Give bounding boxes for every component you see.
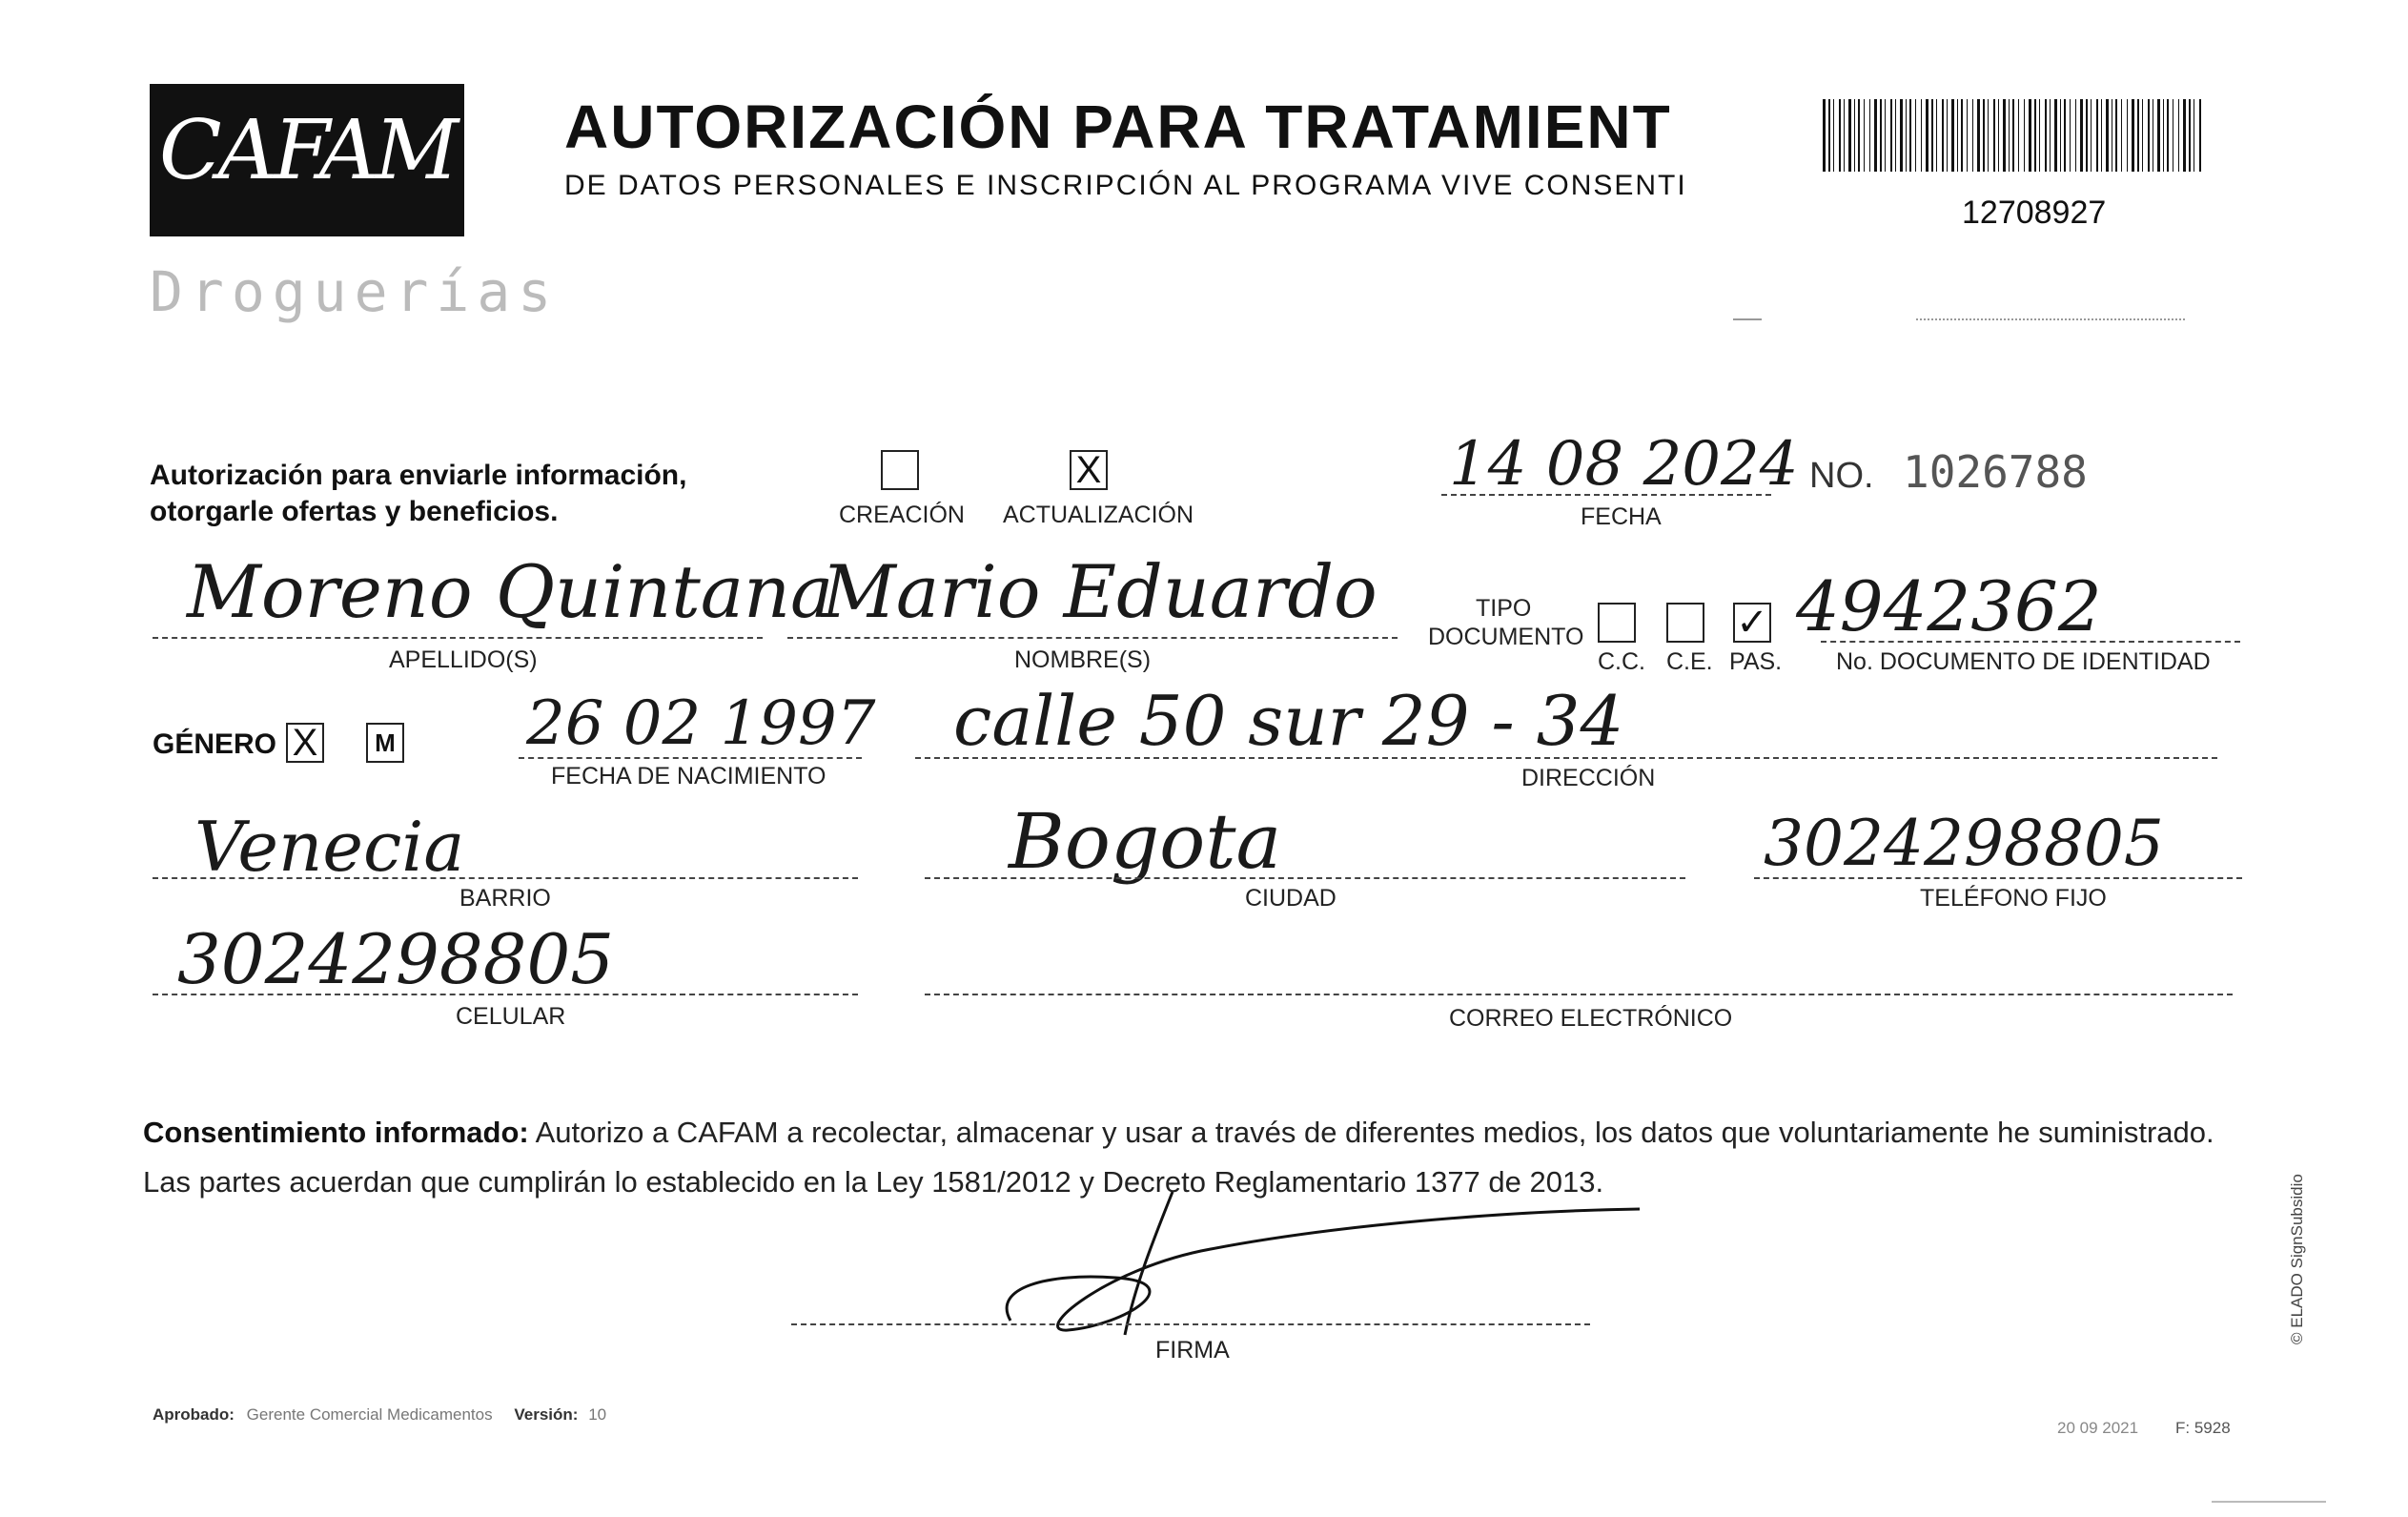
barcode-bar [2060,99,2061,172]
apellido-label: APELLIDO(S) [389,646,538,673]
direccion-value: calle 50 sur 29 - 34 [953,681,1624,761]
nombre-line [787,637,1398,639]
barcode-bar [1839,99,1841,172]
telefono-value: 3024298805 [1764,807,2164,880]
form-title: AUTORIZACIÓN PARA TRATAMIENT [564,92,1672,161]
barcode-bar [1993,99,1995,172]
creacion-label: CREACIÓN [839,502,965,528]
drogueria-label: Droguerías [150,259,560,324]
celular-line [153,994,858,995]
barcode-bar [2183,99,2186,172]
barcode-bar [2091,99,2092,172]
pas-label: PAS. [1729,648,1783,675]
barcode-bar [1900,99,1903,172]
fecha-line [1441,494,1771,496]
barcode-bar [1942,99,1944,172]
barcode-bar [1874,99,1877,172]
ce-checkbox[interactable] [1666,603,1704,643]
pas-checkbox[interactable]: ✓ [1733,603,1771,643]
footer-aprobado [153,1405,606,1425]
barcode-bar [1931,99,1933,172]
barcode-bar [1885,99,1886,172]
barcode-bar [1921,99,1922,172]
barcode-bar [2157,99,2160,172]
barcode-bar [2148,99,2150,172]
creacion-checkbox[interactable] [881,450,919,490]
barcode-bar [1936,99,1937,172]
side-text: © ELADO SignSubsidio [2288,1174,2306,1344]
barcode-bar [1833,99,1834,172]
barcode [1823,99,2202,172]
barcode-bar [1967,99,1968,172]
tipo-documento-label-2: DOCUMENTO [1428,624,1584,650]
cc-checkbox[interactable] [1598,603,1636,643]
version-value: 10 [588,1405,607,1424]
signature [972,1182,1640,1344]
barcode-bar [1869,99,1870,172]
firma-line [791,1323,1590,1325]
genero-m-checkbox[interactable]: M [366,723,404,763]
barcode-bar [2121,99,2122,172]
correo-line [925,994,2233,995]
barcode-bar [2101,99,2102,172]
intro-line-2: otorgarle ofertas y beneficios. [150,496,559,527]
barcode-bar [1972,99,1973,172]
barcode-bar [2034,99,2036,172]
ciudad-line [925,877,1685,879]
apellido-value: Moreno Quintana [187,549,834,634]
barcode-bar [1951,99,1954,172]
barcode-bar [2003,99,2006,172]
nacimiento-value: 26 02 1997 [526,688,876,759]
barcode-bar [1823,99,1826,172]
barcode-bar [2018,99,2019,172]
ciudad-value: Bogota [1009,797,1282,886]
genero-label: GÉNERO [153,728,277,760]
barcode-bar [1844,99,1845,172]
barcode-bar [1880,99,1882,172]
barcode-bar [2142,99,2143,172]
barcode-bar [2096,99,2098,172]
barcode-bar [1957,99,1958,172]
aprobado-label: Aprobado: [153,1405,235,1424]
barcode-bar [1858,99,1860,172]
barcode-bar [2029,99,2031,172]
correo-label: CORREO ELECTRÓNICO [1449,1005,1733,1032]
actualizacion-checkbox[interactable]: X [1070,450,1108,490]
barcode-bar [2070,99,2071,172]
barcode-bar [2167,99,2169,172]
consentimiento-line-2: Las partes acuerdan que cumplirán lo establecido en la Ley 1581/2012 y Decreto Reglamentario 1377 de 2013. [143,1165,1604,1199]
divider [2212,1501,2326,1503]
barcode-bar [2132,99,2134,172]
barcode-bar [1947,99,1948,172]
barcode-bar [2137,99,2139,172]
ciudad-label: CIUDAD [1245,885,1337,912]
cc-label: C.C. [1598,648,1645,675]
firma-label: FIRMA [1155,1337,1230,1363]
version-label: Versión: [514,1405,579,1424]
direccion-line [915,757,2217,759]
aprobado-value: Gerente Comercial Medicamentos [246,1405,493,1424]
divider [1733,318,1762,320]
barcode-bar [1977,99,1980,172]
documento-line [1821,641,2240,643]
genero-f-checkbox[interactable]: X [286,723,324,763]
footer-date: 20 09 2021 [2057,1419,2139,1437]
consentimiento-text-1: Autorizo a CAFAM a recolectar, almacenar y usar a través de diferentes medios, los datos que voluntariamente he suministrado. [528,1116,2214,1149]
direccion-label: DIRECCIÓN [1521,765,1656,791]
barcode-bar [2012,99,2014,172]
consentimiento-heading: Consentimiento informado: [143,1116,529,1149]
divider [1916,318,2185,320]
cafam-logo: CAFAM [158,103,456,198]
numero-value: 1026788 [1903,446,2088,498]
fecha-value: 14 08 2024 [1449,429,1799,500]
barrio-label: BARRIO [459,885,551,912]
barcode-bar [2080,99,2083,172]
nombre-label: NOMBRE(S) [1014,646,1152,673]
celular-value: 3024298805 [177,919,615,999]
barcode-bar [2115,99,2117,172]
barcode-bar [1848,99,1851,172]
documento-label: No. DOCUMENTO DE IDENTIDAD [1836,648,2211,675]
barcode-bar [2127,99,2128,172]
nacimiento-label: FECHA DE NACIMIENTO [551,763,826,789]
barcode-bar [1983,99,1985,172]
barcode-bar [2189,99,2191,172]
barcode-bar [1854,99,1855,172]
barcode-bar [2054,99,2057,172]
celular-label: CELULAR [456,1003,566,1030]
barcode-bar [2178,99,2179,172]
barcode-bar [2050,99,2051,172]
telefono-label: TELÉFONO FIJO [1920,885,2107,912]
barcode-bar [2106,99,2109,172]
nombre-value: Mario Eduardo [822,549,1377,634]
barrio-line [153,877,858,879]
barcode-number: 12708927 [1962,195,2107,231]
intro-line-1: Autorización para enviarle información, [150,460,687,491]
barcode-bar [2163,99,2164,172]
documento-value: 4942362 [1796,566,2102,646]
barcode-bar [1988,99,1989,172]
barcode-bar [1961,99,1963,172]
numero-label: NO. [1809,456,1874,496]
barrio-value: Venecia [194,807,465,887]
barcode-bar [2075,99,2076,172]
barcode-bar [1909,99,1911,172]
nacimiento-line [519,757,862,759]
barcode-bar [1828,99,1830,172]
actualizacion-label: ACTUALIZACIÓN [1003,502,1194,528]
fecha-label: FECHA [1581,503,1662,530]
apellido-line [153,637,763,639]
telefono-line [1754,877,2242,879]
barcode-bar [1998,99,1999,172]
barcode-bar [1915,99,1916,172]
barcode-bar [1890,99,1892,172]
barcode-bar [2039,99,2040,172]
barcode-bar [1926,99,1928,172]
barcode-bar [2045,99,2047,172]
ce-label: C.E. [1666,648,1713,675]
barcode-bar [2086,99,2088,172]
barcode-bar [2064,99,2066,172]
barcode-bar [1864,99,1865,172]
barcode-bar [2009,99,2010,172]
barcode-bar [2024,99,2025,172]
barcode-bar [2199,99,2201,172]
tipo-documento-label-1: TIPO [1476,595,1532,622]
form-subtitle: DE DATOS PERSONALES E INSCRIPCIÓN AL PROGRAMA VIVE CONSENTI [564,170,1687,201]
barcode-bar [1895,99,1896,172]
consentimiento-line-1 [143,1116,2214,1150]
barcode-bar [1906,99,1907,172]
form-code: F: 5928 [2175,1419,2231,1437]
